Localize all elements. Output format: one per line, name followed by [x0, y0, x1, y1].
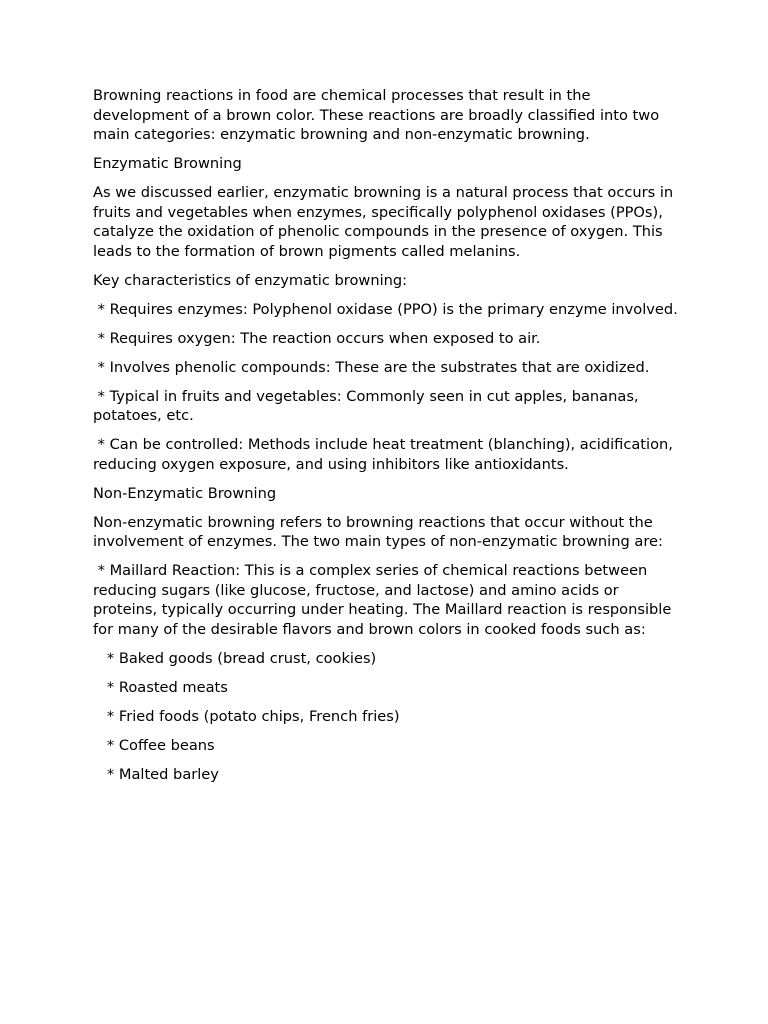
intro-paragraph: Browning reactions in food are chemical processes that result in the development of a brown color. These reactions are broadly classified into two main categories: enzymatic browning and non-enzymatic browning.: [93, 87, 664, 143]
bullet-maillard-reaction: * Maillard Reaction: This is a complex series of chemical reactions between reducing sugars (like glucose, fructose, and lactose) and amino acids or proteins, typically occurring under heating. The Maillard reaction is responsible for many of the desirable flavors and brown colors in cooked foods such as:: [93, 562, 676, 638]
example-baked-goods: * Baked goods (bread crust, cookies): [93, 649, 377, 667]
example-malted-barley: * Malted barley: [93, 765, 219, 783]
example-roasted-meats: * Roasted meats: [93, 678, 228, 696]
key-characteristics-heading: Key characteristics of enzymatic browning:: [93, 271, 408, 289]
non-enzymatic-description: Non-enzymatic browning refers to browning reactions that occur without the involvement of enzymes. The two main types of non-enzymatic browning are:: [93, 513, 663, 550]
bullet-requires-oxygen: * Requires oxygen: The reaction occurs when exposed to air.: [93, 329, 541, 347]
bullet-phenolic-compounds: * Involves phenolic compounds: These are the substrates that are oxidized.: [93, 358, 650, 376]
example-coffee-beans: * Coffee beans: [93, 736, 215, 754]
bullet-fruits-vegetables: * Typical in fruits and vegetables: Commonly seen in cut apples, bananas, potatoes, etc.: [93, 387, 644, 424]
enzymatic-description: As we discussed earlier, enzymatic browning is a natural process that occurs in fruits and vegetables when enzymes, specifically polyphenol oxidases (PPOs), catalyze the oxidation of phenolic compounds in the presence of oxygen. This leads to the formation of brown pigments called melanins.: [93, 184, 678, 260]
bullet-can-be-controlled: * Can be controlled: Methods include heat treatment (blanching), acidification, reducing oxygen exposure, and using inhibitors like antioxidants.: [93, 436, 678, 473]
document-page: [93, 86, 683, 794]
example-fried-foods: * Fried foods (potato chips, French fries): [93, 707, 400, 725]
non-enzymatic-heading: Non-Enzymatic Browning: [93, 484, 277, 502]
enzymatic-heading: Enzymatic Browning: [93, 155, 242, 172]
bullet-requires-enzymes: * Requires enzymes: Polyphenol oxidase (PPO) is the primary enzyme involved.: [93, 300, 678, 318]
